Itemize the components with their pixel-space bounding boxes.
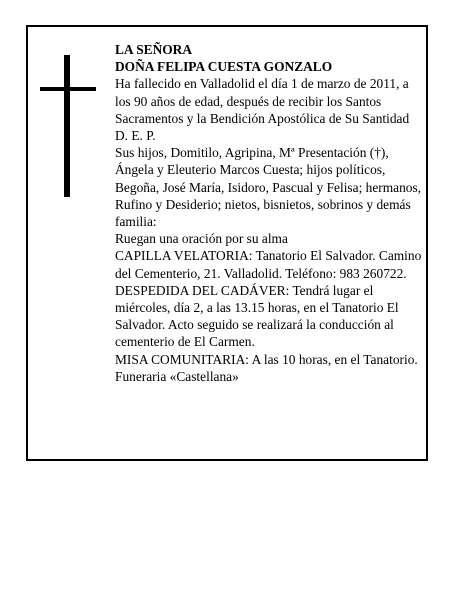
cross-horizontal-bar (40, 87, 96, 91)
mass-section (115, 351, 425, 368)
farewell-text: Tendrá lugar el miércoles, día 2, a las 13.15 horas, en el Tanatorio El Salvador. Acto seguido se realizará la conducción al cementerio de El Carmen. (115, 282, 399, 350)
family-list: Sus hijos, Domitilo, Agripina, Mª Presentación (†), Ángela y Eleuterio Marcos Cuesta; hijos políticos, Begoña, José María, Isidoro, Pascual y Felisa; hermanos, Rufino y Desiderio; nietos, bisnietos, sobrinos y demás familia: (115, 145, 422, 230)
notice-title: LA SEÑORA (115, 42, 193, 57)
mass-label: MISA COMUNITARIA: (115, 351, 249, 367)
notice-content (115, 41, 425, 385)
farewell-label: DESPEDIDA DEL CADÁVER: (115, 282, 290, 298)
chapel-text: Tanatorio El Salvador. Camino del Cementerio, 21. Valladolid. Teléfono: 983 260722. (115, 248, 422, 281)
mass-text: A las 10 horas, en el Tanatorio. (251, 351, 418, 367)
deceased-name: DOÑA FELIPA CUESTA GONZALO (115, 59, 333, 75)
cross-icon (40, 55, 96, 197)
obituary-notice (26, 25, 428, 461)
chapel-section (115, 247, 425, 281)
chapel-label: CAPILLA VELATORIA: (115, 248, 253, 264)
cross-vertical-bar (64, 55, 70, 197)
death-announcement: Ha fallecido en Valladolid el día 1 de marzo de 2011, a los 90 años de edad, después de recibir los Santos Sacramentos y la Bendición Apostólica de Su Santidad D. E. P. (115, 76, 410, 144)
prayer-request: Ruegan una oración por su alma (115, 231, 288, 247)
funeral-home: Funeraria «Castellana» (115, 368, 239, 384)
farewell-section (115, 282, 425, 351)
